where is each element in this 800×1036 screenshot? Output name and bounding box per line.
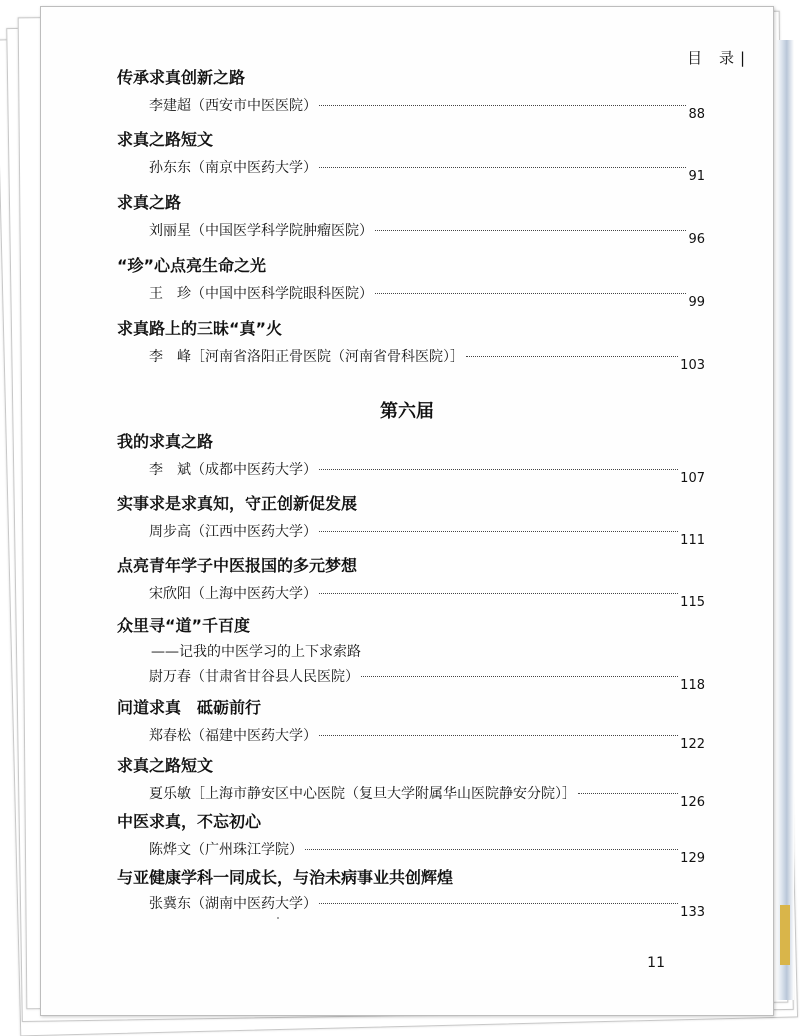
leader-dots	[319, 531, 678, 532]
entry-page-number: 122	[680, 737, 705, 752]
entry-title: 我的求真之路	[117, 432, 214, 451]
entry-title: 传承求真创新之路	[117, 68, 246, 87]
entry-author: 张冀东（湖南中医药大学）	[149, 896, 317, 912]
leader-dots	[319, 903, 678, 904]
entry-author-line	[149, 893, 705, 920]
book-edge-blue	[776, 40, 794, 1000]
entry-author: 宋欣阳（上海中医药大学）	[149, 586, 317, 602]
entry-author-line	[149, 839, 705, 866]
entry-author: 李 峰［河南省洛阳正骨医院（河南省骨科医院）］	[149, 349, 464, 365]
entry-author: 郑春松（福建中医药大学）	[149, 728, 317, 744]
entry-page-number: 99	[688, 295, 705, 310]
entry-author: 陈烨文（广州珠江学院）	[149, 842, 303, 858]
entry-title: 求真之路短文	[117, 130, 214, 149]
leader-dots	[375, 230, 686, 231]
leader-dots	[319, 735, 678, 736]
entry-author-line	[149, 346, 705, 373]
entry-page-number: 107	[680, 471, 705, 486]
entry-page-number: 88	[688, 107, 705, 122]
running-head: 目 录|	[687, 49, 751, 67]
entry-page-number: 133	[680, 905, 705, 920]
leader-dots	[319, 469, 678, 470]
entry-page-number: 115	[680, 595, 705, 610]
entry-author-line	[149, 283, 705, 310]
entry-page-number: 126	[680, 795, 705, 810]
entry-page-number: 111	[680, 533, 705, 548]
entry-author: 李 斌（成都中医药大学）	[149, 462, 317, 478]
entry-title: 问道求真 砥砺前行	[117, 698, 262, 717]
entry-page-number: 118	[680, 678, 705, 693]
leader-dots	[578, 793, 678, 794]
entry-author: 李建超（西安市中医医院）	[149, 98, 317, 114]
leader-dots	[319, 105, 686, 106]
leader-dots	[319, 167, 686, 168]
entry-author-line	[149, 783, 705, 810]
leader-dots	[319, 593, 678, 594]
entry-author: 夏乐敏［上海市静安区中心医院（复旦大学附属华山医院静安分院）］	[149, 786, 576, 802]
leader-dots	[375, 293, 686, 294]
section-heading: 第六届	[380, 401, 434, 422]
entry-author: 刘丽星（中国医学科学院肿瘤医院）	[149, 223, 373, 239]
leader-dots	[361, 676, 678, 677]
book-edge-gold	[780, 905, 790, 965]
entry-author-line	[149, 157, 705, 184]
entry-title: 求真之路短文	[117, 756, 214, 775]
entry-subtitle: ——记我的中医学习的上下求索路	[151, 644, 361, 660]
entry-author: 孙东东（南京中医药大学）	[149, 160, 317, 176]
entry-title: “珍”心点亮生命之光	[117, 256, 267, 275]
entry-title: 求真之路	[117, 193, 182, 212]
footer-page-number: 11	[647, 955, 665, 971]
entry-title: 点亮青年学子中医报国的多元梦想	[117, 556, 358, 575]
entry-title: 与亚健康学科一同成长，与治未病事业共创辉煌	[117, 868, 454, 887]
leader-dots	[305, 849, 678, 850]
entry-author-line	[149, 220, 705, 247]
entry-author: 尉万春（甘肃省甘谷县人民医院）	[149, 669, 359, 685]
entry-author-line	[149, 95, 705, 122]
entry-title: 众里寻“道”千百度	[117, 616, 251, 635]
entry-author: 王 珍（中国中医科学院眼科医院）	[149, 286, 373, 302]
toc-page	[40, 6, 774, 1016]
entry-author-line	[149, 666, 705, 693]
entry-page-number: 96	[688, 232, 705, 247]
entry-title: 求真路上的三昧“真”火	[117, 319, 283, 338]
print-speck	[277, 917, 279, 919]
entry-author-line	[149, 459, 705, 486]
entry-author-line	[149, 725, 705, 752]
entry-title: 实事求是求真知，守正创新促发展	[117, 494, 358, 513]
entry-title: 中医求真，不忘初心	[117, 812, 262, 831]
entry-page-number: 103	[680, 358, 705, 373]
leader-dots	[466, 356, 678, 357]
entry-page-number: 129	[680, 851, 705, 866]
entry-author-line	[149, 521, 705, 548]
entry-page-number: 91	[688, 169, 705, 184]
entry-author: 周步高（江西中医药大学）	[149, 524, 317, 540]
entry-author-line	[149, 583, 705, 610]
